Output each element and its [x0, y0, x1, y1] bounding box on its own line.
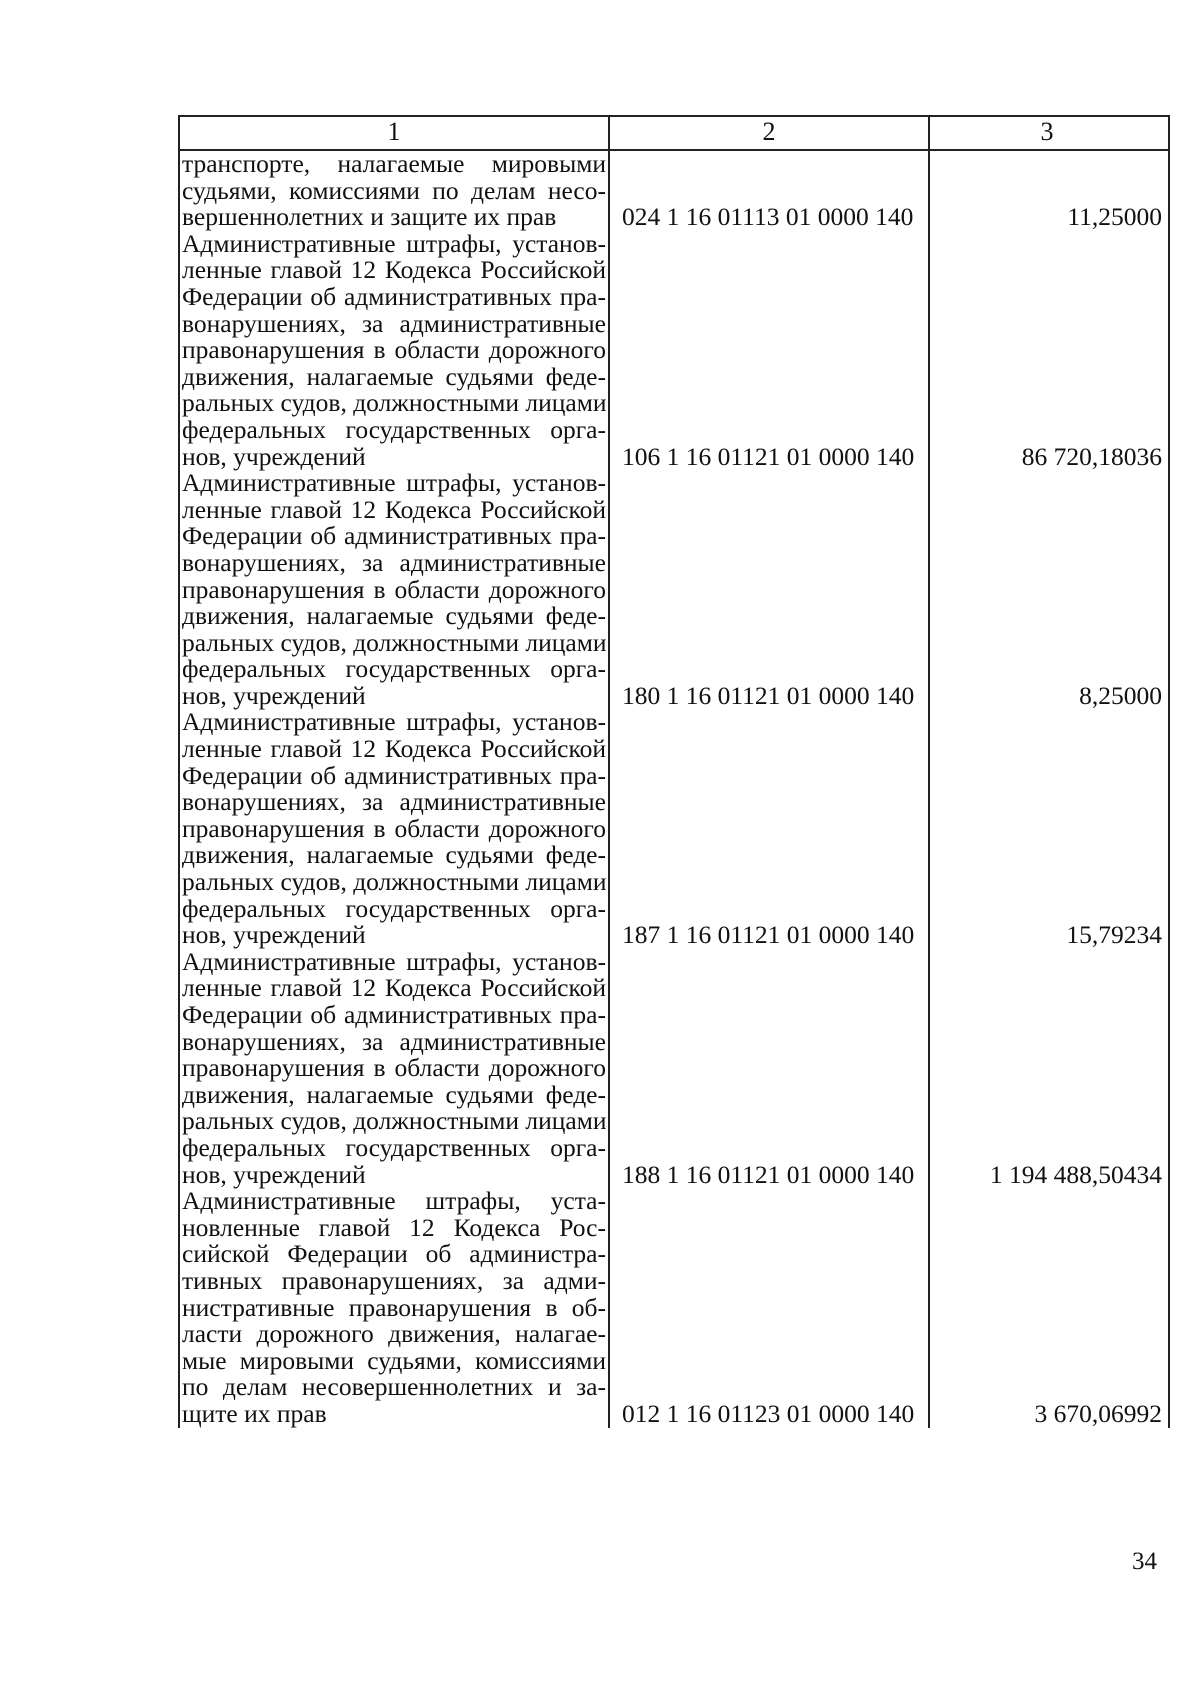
table-header: [180, 115, 1168, 151]
row-sum: 8,25000: [1079, 680, 1162, 710]
description-line: ленные главой 12 Кодекса Российской: [182, 494, 606, 524]
description-line: правонарушения в области дорожного: [182, 574, 606, 604]
row-description: [180, 1188, 610, 1427]
description-line: Административные штрафы, установ-: [182, 946, 606, 976]
row-code: 188 1 16 01121 01 0000 140: [610, 949, 930, 1188]
description-line: мые мировыми судьями, комиссиями: [182, 1345, 606, 1375]
revenue-table: [178, 115, 1170, 1428]
description-line: федеральных государственных орга-: [182, 414, 606, 444]
header-col-3: 3: [1040, 117, 1054, 146]
description-line: Административные штрафы, установ-: [182, 707, 606, 737]
row-sum: 86 720,18036: [1021, 441, 1162, 471]
description-line: вонарушениях, за административные: [182, 1026, 606, 1056]
description-line: Федерации об административных пра-: [182, 281, 606, 311]
page-number: 34: [1132, 1548, 1157, 1575]
table-row: [180, 228, 1168, 471]
description-line: сийской Федерации об администра-: [182, 1239, 606, 1269]
description-line: судьями, комиссиями по делам несо-: [182, 175, 606, 205]
header-col-1: 1: [180, 117, 610, 149]
description-line: правонарушения в области дорожного: [182, 1053, 606, 1083]
description-line: нов, учреждений: [182, 680, 366, 710]
description-line: нов, учреждений: [182, 920, 366, 950]
description-line: нов, учреждений: [182, 441, 366, 471]
row-description: [180, 709, 610, 948]
row-code: 024 1 16 01113 01 0000 140: [610, 151, 930, 231]
description-line: Административные штрафы, установ-: [182, 468, 606, 498]
table-row: [180, 470, 1168, 709]
description-line: вонарушениях, за административные: [182, 308, 606, 338]
description-line: Административные штрафы, установ-: [182, 228, 606, 258]
row-sum: 3 670,06992: [1034, 1398, 1162, 1428]
description-line: движения, налагаемые судьями феде-: [182, 361, 606, 391]
description-line: ленные главой 12 Кодекса Российской: [182, 734, 606, 764]
description-line: ленные главой 12 Кодекса Российской: [182, 255, 606, 285]
row-description: [180, 946, 610, 1189]
description-line: тивных правонарушениях, за адми-: [182, 1265, 606, 1295]
description-line: ральных судов, должностными лицами: [182, 1106, 607, 1136]
description-line: федеральных государственных орга-: [182, 654, 606, 684]
table-body: [180, 151, 1168, 1428]
description-line: ральных судов, должностными лицами: [182, 627, 607, 657]
description-line: федеральных государственных орга-: [182, 1132, 606, 1162]
row-code: 012 1 16 01123 01 0000 140: [610, 1188, 930, 1427]
description-line: правонарушения в области дорожного: [182, 813, 606, 843]
description-line: ласти дорожного движения, налагае-: [182, 1319, 606, 1349]
description-line: ральных судов, должностными лицами: [182, 388, 607, 418]
table-row: [180, 151, 1168, 231]
row-description: [180, 151, 610, 231]
description-line: вонарушениях, за административные: [182, 547, 606, 577]
description-line: нов, учреждений: [182, 1159, 366, 1189]
description-line: нистративные правонарушения в об-: [182, 1292, 606, 1322]
description-line: новленные главой 12 Кодекса Рос-: [182, 1212, 606, 1242]
description-line: Федерации об административных пра-: [182, 1000, 606, 1029]
description-line: ленные главой 12 Кодекса Российской: [182, 973, 606, 1003]
description-line: ральных судов, должностными лицами: [182, 867, 607, 897]
row-sum: 11,25000: [1067, 202, 1162, 232]
description-line: вершеннолетних и защите их прав: [182, 202, 557, 232]
header-col-2: 2: [610, 117, 930, 149]
description-line: движения, налагаемые судьями феде-: [182, 601, 606, 631]
row-sum: 15,79234: [1066, 920, 1162, 950]
row-description: [180, 228, 610, 471]
description-line: вонарушениях, за административные: [182, 787, 606, 817]
description-line: Административные штрафы, уста-: [182, 1186, 606, 1216]
table-row: [180, 1188, 1168, 1427]
table-row: [180, 709, 1168, 948]
row-description: [180, 470, 610, 709]
description-line: движения, налагаемые судьями феде-: [182, 1079, 606, 1109]
description-line: Федерации об административных пра-: [182, 760, 606, 790]
description-line: щите их прав: [182, 1398, 327, 1428]
description-line: правонарушения в области дорожного: [182, 335, 606, 365]
table-row: [180, 946, 1168, 1189]
description-line: федеральных государственных орга-: [182, 893, 606, 923]
description-line: транспорте, налагаемые мировыми: [182, 149, 606, 178]
row-code: 180 1 16 01121 01 0000 140: [610, 470, 930, 709]
row-code: 106 1 16 01121 01 0000 140: [610, 231, 930, 470]
description-line: Федерации об административных пра-: [182, 521, 606, 551]
row-sum: 1 194 488,50434: [989, 1159, 1162, 1189]
description-line: по делам несовершеннолетних и за-: [182, 1372, 606, 1402]
row-code: 187 1 16 01121 01 0000 140: [610, 709, 930, 948]
description-line: движения, налагаемые судьями феде-: [182, 840, 606, 870]
